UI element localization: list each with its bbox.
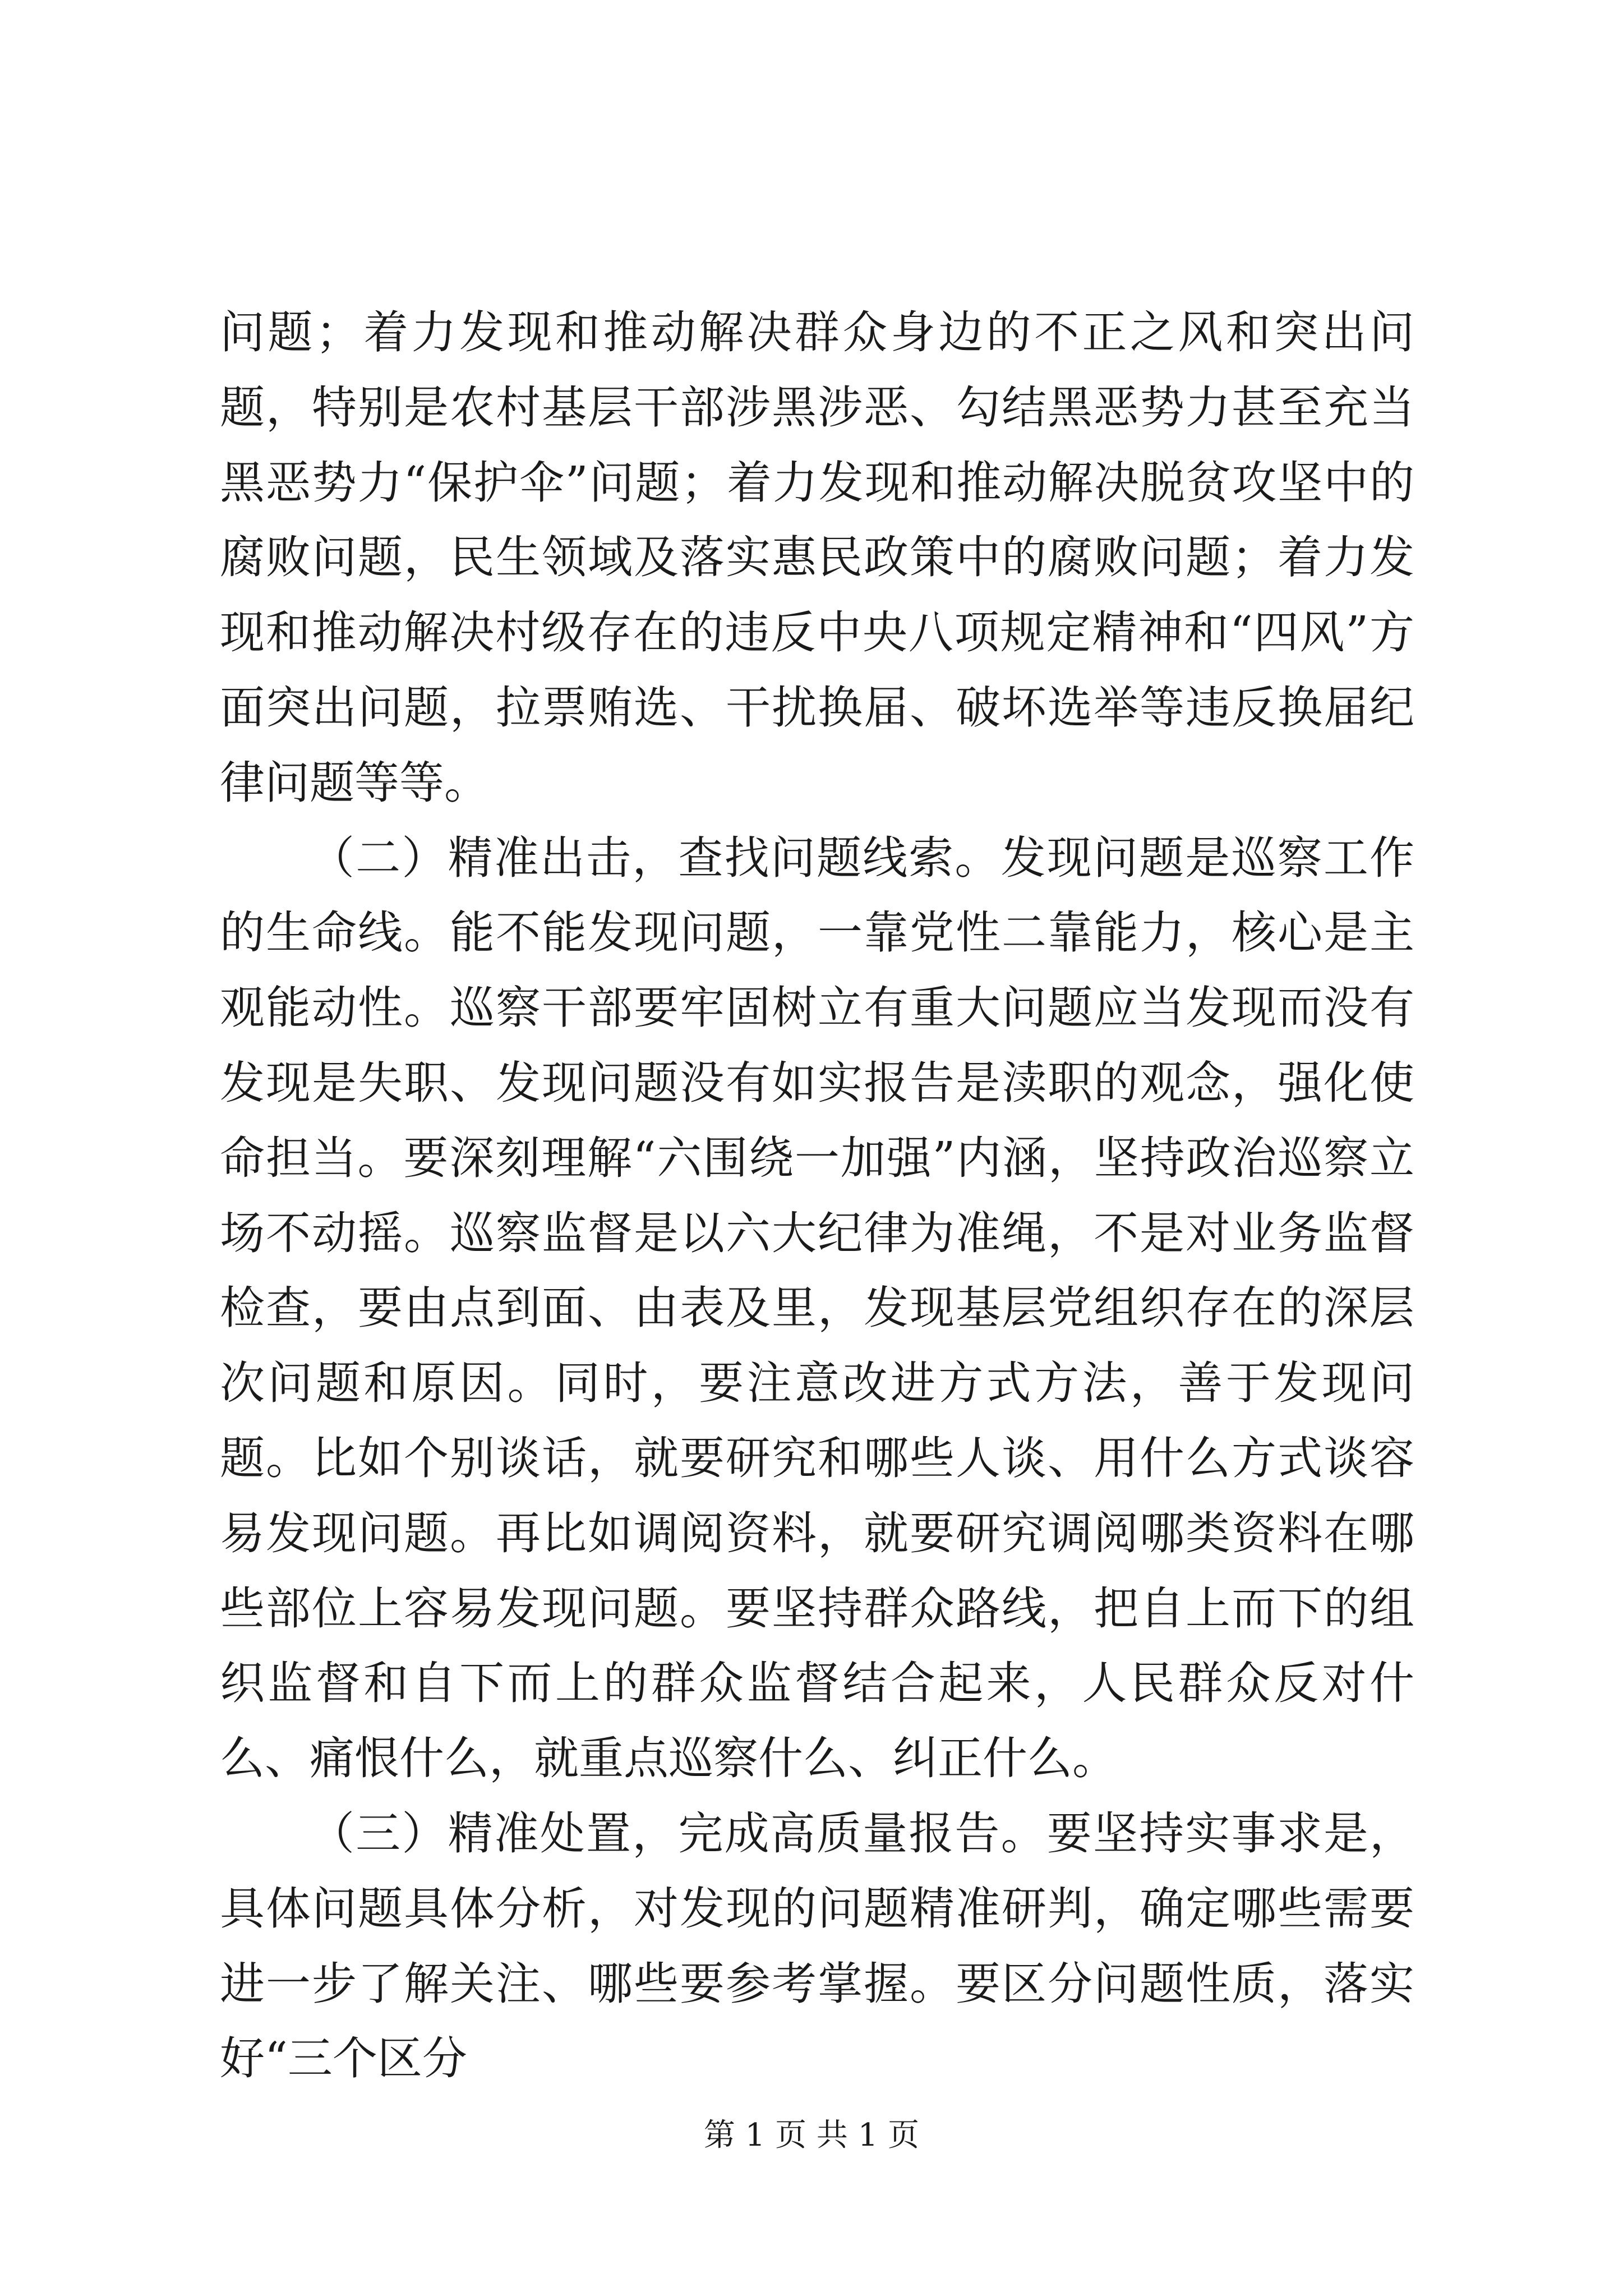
paragraph-section-two: （二）精准出击，查找问题线索。发现问题是巡察工作的生命线。能不能发现问题，一靠党性二靠能力，核心是主观能动性。巡察干部要牢固树立有重大问题应当发现而没有发现是失职、发现问题没有如实报告是渎职的观念，强化使命担当。要深刻理解“六围绕一加强”内涵，坚持政治巡察立场不动摇。巡察监督是以六大纪律为准绳，不是对业务监督检查，要由点到面、由表及里，发现基层党组织存在的深层次问题和原因。同时，要注意改进方式方法，善于发现问题。比如个别谈话，就要研究和哪些人谈、用什么方式谈容易发现问题。再比如调阅资料，就要研究调阅哪类资料在哪些部位上容易发现问题。要坚持群众路线，把自上而下的组织监督和自下而上的群众监督结合起来，人民群众反对什么、痛恨什么，就重点巡察什么、纠正什么。: [220, 831, 1414, 1785]
document-body: [220, 295, 1414, 2096]
paragraph-continuation: 问题；着力发现和推动解决群众身边的不正之风和突出问题，特别是农村基层干部涉黑涉恶、勾结黑恶势力甚至充当黑恶势力“保护伞”问题；着力发现和推动解决脱贫攻坚中的腐败问题，民生领域及落实惠民政策中的腐败问题；着力发现和推动解决村级存在的违反中央八项规定精神和“四风”方面突出问题，拉票贿选、干扰换届、破坏选举等违反换届纪律问题等等。: [220, 306, 1414, 809]
page-footer: 第 1 页 共 1 页: [703, 2117, 920, 2154]
paragraph-section-three: （三）精准处置，完成高质量报告。要坚持实事求是，具体问题具体分析，对发现的问题精准研判，确定哪些需要进一步了解关注、哪些要参考掌握。要区分问题性质，落实好“三个区分: [220, 1807, 1414, 2085]
